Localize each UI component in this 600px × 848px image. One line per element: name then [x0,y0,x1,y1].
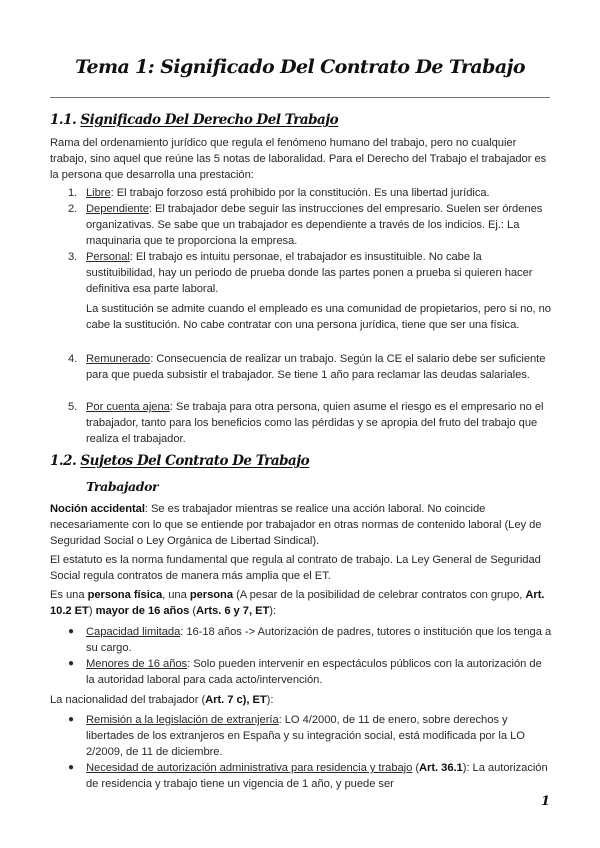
list-text: : El trabajo forzoso está prohibido por la constitución. Es una libertad jurídica. [110,187,490,199]
list-item [68,249,552,298]
paragraph-text: , una [162,589,190,601]
bullet-text: ( [412,762,420,774]
bold-term: persona [189,589,234,601]
list-text: : El trabajador debe seguir las instrucciones del empresario. Suelen ser órdenes organizativas. Se sabe que un trabajador es dependiente a través de los indicios. Ej.: La maquinaria que te proporciona la empresa. [86,203,543,248]
section-heading-1-2 [50,453,309,469]
list-term: Dependiente [86,203,149,215]
paragraph-text: Es una [50,589,88,601]
paragraph-text: La nacionalidad del trabajador ( [50,694,206,706]
bullet-icon: ● [68,626,74,637]
bullet-item [68,624,552,656]
paragraph-text: ( [189,605,197,618]
bullet-term: Menores de 16 años [86,658,188,670]
paragraph-text: ): [269,605,277,618]
bullet-item [68,656,552,688]
bullet-icon: ● [68,762,74,773]
list-term: Por cuenta ajena [86,401,170,413]
list-item [68,399,552,448]
list-number: 3. [68,251,78,263]
section-number: 1.2. [50,453,77,469]
list-text: : Consecuencia de realizar un trabajo. Según la CE el salario debe ser suficiente para que pueda subsistir el trabajador. Se tiene 1 año para reclamar las deudas salariales. [86,353,546,382]
paragraph [50,501,550,550]
paragraph-text: ): [266,694,274,706]
section-title: Significado Del Derecho Del Trabajo [80,112,339,128]
bullet-text: ): La autorización de residencia y trabajo tiene un vigencia de 1 año, y puede ser [86,762,548,791]
paragraph-text: ) [88,605,96,618]
list-number: 2. [68,203,78,215]
section-title: Sujetos Del Contrato De Trabajo [80,453,310,469]
bullet-icon: ● [68,658,74,669]
list-item-continuation: La sustitución se admite cuando el empleado es una comunidad de propietarios, pero si no, no cabe la sustitución. No cabe contratar con una persona jurídica, tiene que ser una física. [86,303,551,332]
bold-term: Art. 7 c), ET [205,694,267,706]
list-number: 5. [68,401,78,413]
bold-term: persona física [87,589,163,601]
intro-paragraph: Rama del ordenamiento jurídico que regula el fenómeno humano del trabajo, pero no cualquier trabajo, sino aquel que reúne las 5 notas de laboralidad. Para el Derecho del Trabajo el trabajador es la persona que desarrolla una prestación: [50,137,547,182]
list-number: 1. [68,187,78,199]
bold-term: Noción accidental [50,503,145,515]
bold-term: Arts. 6 y 7, ET [196,605,270,618]
paragraph-text: (A pesar de la posibilidad de celebrar contratos con grupo, [233,589,526,601]
bullet-term: Necesidad de autorización administrativa para residencia y trabajo [86,762,413,774]
bullet-term: Capacidad limitada [86,626,181,638]
list-item [68,351,552,383]
section-heading-1-1 [50,112,338,128]
bullet-text: : LO 4/2000, de 11 de enero, sobre derechos y libertades de los extranjeros en España y su integración social, está modificada por la LO 2/2009, de 11 de diciembre. [86,714,525,759]
page-number: 1 [540,794,550,809]
list-number: 4. [68,353,78,365]
paragraph [50,587,550,619]
list-text: : Se trabaja para otra persona, quien asume el riesgo es el empresario no el trabajador, tanto para los beneficios como las pérdidas y se apropia del fruto del trabajo que realiza el trabajador. [86,401,544,446]
paragraph [50,692,550,708]
section-number: 1.1. [50,112,77,128]
page-title: Tema 1: Significado Del Contrato De Trabajo [75,56,525,78]
bullet-term: Remisión a la legislación de extranjería [86,714,279,726]
list-term: Personal [86,251,130,263]
list-text: : El trabajo es intuitu personae, el trabajador es insustituible. No cabe la sustituibilidad, hay un periodo de prueba donde las partes ponen a prueba si quieren hacer definitiva esa parte laboral. [86,251,533,296]
bullet-icon: ● [68,714,74,725]
bold-term: mayor de 16 años [95,605,190,618]
paragraph: El estatuto es la norma fundamental que regula al contrato de trabajo. La Ley General de Seguridad Social regula contratos de manera más amplia que el ET. [50,554,541,583]
list-item [68,201,552,250]
list-term: Libre [86,187,111,199]
title-divider [50,97,550,98]
subsection-heading: Trabajador [86,479,159,494]
bullet-text: : Solo pueden intervenir en espectáculos públicos con la autorización de la autoridad laboral para cada acto/intervención. [86,658,542,687]
list-term: Remunerado [86,353,151,365]
bold-term: Art. 36.1 [419,762,463,774]
bullet-item [68,712,552,761]
list-item [68,185,552,201]
paragraph-text: : Se es trabajador mientras se realice una acción laboral. No coincide necesariamente con lo que se entiende por trabajador en otras normas de contenido laboral (Ley de Seguridad Social o Ley Orgánica de Libertad Sindical). [50,503,542,548]
bullet-item [68,760,552,792]
bold-term: Art. 10.2 ET [50,589,545,618]
bullet-text: : 16-18 años -> Autorización de padres, tutores o institución que los tenga a su cargo. [86,626,552,655]
